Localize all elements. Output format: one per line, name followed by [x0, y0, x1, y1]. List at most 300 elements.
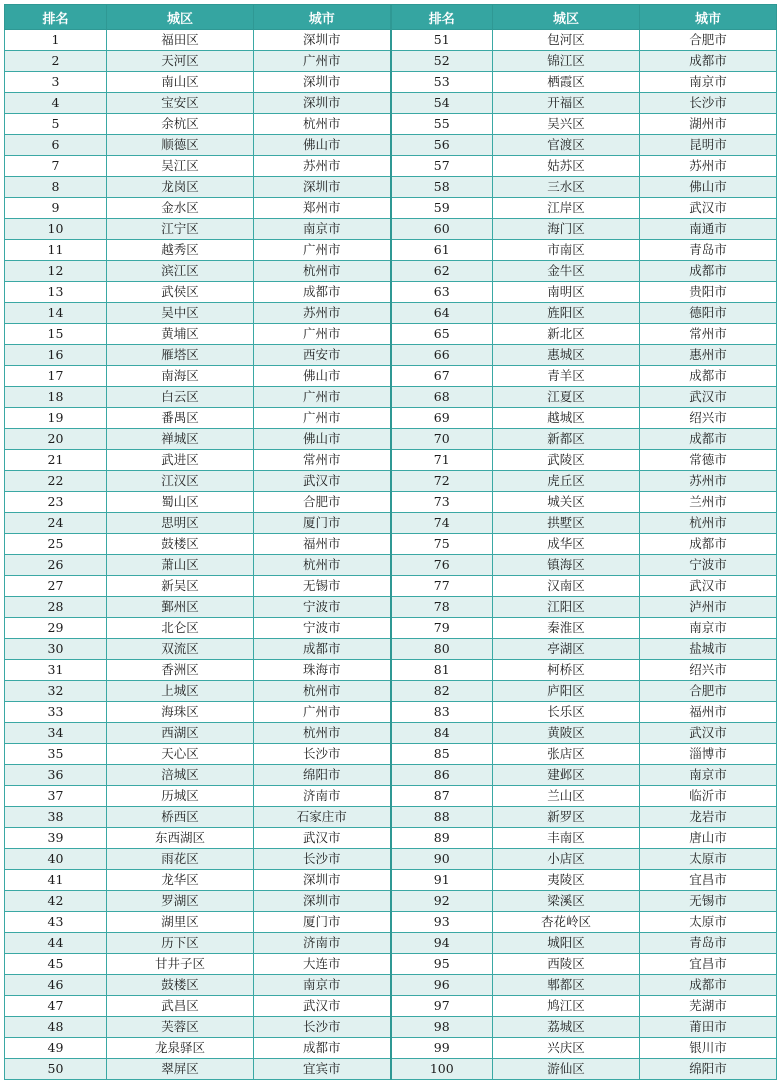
cell-rank-right: 54	[391, 93, 493, 114]
cell-rank-left: 19	[5, 408, 107, 429]
table-row	[5, 513, 777, 534]
cell-city-right: 昆明市	[640, 135, 777, 156]
cell-district-right: 新都区	[493, 429, 640, 450]
table-row	[5, 639, 777, 660]
cell-district-right: 鸠江区	[493, 996, 640, 1017]
cell-city-right: 苏州市	[640, 471, 777, 492]
cell-city-right: 武汉市	[640, 576, 777, 597]
cell-city-right: 泸州市	[640, 597, 777, 618]
cell-district-left: 天河区	[107, 51, 254, 72]
cell-rank-right: 75	[391, 534, 493, 555]
cell-city-left: 郑州市	[254, 198, 391, 219]
cell-district-right: 金牛区	[493, 261, 640, 282]
cell-city-right: 绍兴市	[640, 408, 777, 429]
cell-rank-right: 95	[391, 954, 493, 975]
cell-city-left: 南京市	[254, 219, 391, 240]
cell-district-right: 惠城区	[493, 345, 640, 366]
table-row	[5, 954, 777, 975]
table-row	[5, 870, 777, 891]
cell-city-right: 兰州市	[640, 492, 777, 513]
cell-rank-left: 35	[5, 744, 107, 765]
cell-rank-right: 92	[391, 891, 493, 912]
cell-district-right: 亭湖区	[493, 639, 640, 660]
cell-rank-left: 28	[5, 597, 107, 618]
cell-city-left: 苏州市	[254, 156, 391, 177]
cell-city-right: 武汉市	[640, 723, 777, 744]
cell-city-left: 广州市	[254, 408, 391, 429]
cell-city-left: 珠海市	[254, 660, 391, 681]
cell-city-left: 济南市	[254, 933, 391, 954]
cell-rank-left: 34	[5, 723, 107, 744]
cell-rank-left: 5	[5, 114, 107, 135]
table-row	[5, 135, 777, 156]
cell-rank-left: 32	[5, 681, 107, 702]
cell-district-left: 北仑区	[107, 618, 254, 639]
cell-city-right: 龙岩市	[640, 807, 777, 828]
cell-rank-left: 47	[5, 996, 107, 1017]
cell-district-right: 荔城区	[493, 1017, 640, 1038]
cell-district-right: 栖霞区	[493, 72, 640, 93]
cell-district-left: 芙蓉区	[107, 1017, 254, 1038]
cell-city-right: 成都市	[640, 534, 777, 555]
cell-city-right: 常德市	[640, 450, 777, 471]
cell-rank-right: 91	[391, 870, 493, 891]
cell-rank-left: 1	[5, 30, 107, 51]
cell-district-left: 鼓楼区	[107, 975, 254, 996]
cell-rank-left: 26	[5, 555, 107, 576]
cell-district-right: 夷陵区	[493, 870, 640, 891]
cell-city-right: 长沙市	[640, 93, 777, 114]
cell-rank-left: 8	[5, 177, 107, 198]
cell-district-right: 长乐区	[493, 702, 640, 723]
cell-city-left: 杭州市	[254, 723, 391, 744]
table-row	[5, 429, 777, 450]
table-row	[5, 975, 777, 996]
table-row	[5, 744, 777, 765]
cell-rank-left: 2	[5, 51, 107, 72]
cell-rank-left: 31	[5, 660, 107, 681]
cell-district-right: 兰山区	[493, 786, 640, 807]
cell-rank-left: 4	[5, 93, 107, 114]
table-row	[5, 324, 777, 345]
cell-city-left: 深圳市	[254, 72, 391, 93]
cell-district-left: 黄埔区	[107, 324, 254, 345]
cell-rank-left: 43	[5, 912, 107, 933]
table-row	[5, 534, 777, 555]
cell-city-right: 太原市	[640, 849, 777, 870]
cell-rank-left: 48	[5, 1017, 107, 1038]
table-row	[5, 345, 777, 366]
cell-rank-right: 71	[391, 450, 493, 471]
cell-rank-left: 10	[5, 219, 107, 240]
cell-rank-left: 29	[5, 618, 107, 639]
cell-district-left: 白云区	[107, 387, 254, 408]
cell-district-right: 锦江区	[493, 51, 640, 72]
cell-district-right: 武陵区	[493, 450, 640, 471]
cell-district-left: 禅城区	[107, 429, 254, 450]
table-row	[5, 1059, 777, 1080]
cell-district-left: 福田区	[107, 30, 254, 51]
cell-rank-left: 42	[5, 891, 107, 912]
cell-city-left: 绵阳市	[254, 765, 391, 786]
cell-rank-right: 89	[391, 828, 493, 849]
cell-district-right: 开福区	[493, 93, 640, 114]
cell-district-left: 桥西区	[107, 807, 254, 828]
cell-district-left: 新吴区	[107, 576, 254, 597]
cell-district-right: 梁溪区	[493, 891, 640, 912]
cell-district-right: 拱墅区	[493, 513, 640, 534]
cell-district-left: 罗湖区	[107, 891, 254, 912]
cell-city-left: 合肥市	[254, 492, 391, 513]
cell-city-right: 宜昌市	[640, 954, 777, 975]
cell-district-right: 镇海区	[493, 555, 640, 576]
cell-district-left: 江宁区	[107, 219, 254, 240]
cell-rank-right: 57	[391, 156, 493, 177]
cell-city-right: 盐城市	[640, 639, 777, 660]
table-row	[5, 492, 777, 513]
cell-city-left: 广州市	[254, 387, 391, 408]
cell-rank-right: 78	[391, 597, 493, 618]
cell-rank-left: 17	[5, 366, 107, 387]
table-row	[5, 849, 777, 870]
table-row	[5, 597, 777, 618]
cell-district-left: 龙泉驿区	[107, 1038, 254, 1059]
cell-district-right: 官渡区	[493, 135, 640, 156]
cell-city-right: 贵阳市	[640, 282, 777, 303]
table-row	[5, 1017, 777, 1038]
cell-rank-right: 62	[391, 261, 493, 282]
cell-city-right: 芜湖市	[640, 996, 777, 1017]
cell-city-left: 深圳市	[254, 93, 391, 114]
cell-district-right: 西陵区	[493, 954, 640, 975]
table-row	[5, 576, 777, 597]
cell-city-right: 无锡市	[640, 891, 777, 912]
cell-rank-right: 52	[391, 51, 493, 72]
cell-district-right: 包河区	[493, 30, 640, 51]
cell-rank-left: 39	[5, 828, 107, 849]
cell-rank-left: 12	[5, 261, 107, 282]
cell-city-left: 宁波市	[254, 597, 391, 618]
cell-rank-right: 68	[391, 387, 493, 408]
cell-city-right: 苏州市	[640, 156, 777, 177]
cell-city-right: 成都市	[640, 51, 777, 72]
cell-city-right: 莆田市	[640, 1017, 777, 1038]
cell-district-right: 旌阳区	[493, 303, 640, 324]
cell-city-right: 惠州市	[640, 345, 777, 366]
cell-district-right: 吴兴区	[493, 114, 640, 135]
cell-city-right: 武汉市	[640, 387, 777, 408]
header-rank-right: 排名	[391, 5, 493, 30]
cell-city-left: 西安市	[254, 345, 391, 366]
cell-city-left: 福州市	[254, 534, 391, 555]
cell-district-right: 越城区	[493, 408, 640, 429]
cell-district-left: 金水区	[107, 198, 254, 219]
cell-district-right: 汉南区	[493, 576, 640, 597]
cell-district-left: 番禺区	[107, 408, 254, 429]
cell-rank-right: 60	[391, 219, 493, 240]
table-row	[5, 51, 777, 72]
cell-rank-right: 55	[391, 114, 493, 135]
cell-district-right: 三水区	[493, 177, 640, 198]
cell-city-left: 无锡市	[254, 576, 391, 597]
cell-rank-left: 49	[5, 1038, 107, 1059]
cell-district-left: 上城区	[107, 681, 254, 702]
cell-district-left: 武进区	[107, 450, 254, 471]
cell-rank-right: 93	[391, 912, 493, 933]
table-row	[5, 912, 777, 933]
cell-city-right: 成都市	[640, 366, 777, 387]
table-body	[5, 30, 777, 1080]
cell-city-left: 杭州市	[254, 681, 391, 702]
cell-district-left: 雨花区	[107, 849, 254, 870]
cell-district-left: 海珠区	[107, 702, 254, 723]
table-row	[5, 282, 777, 303]
cell-district-right: 庐阳区	[493, 681, 640, 702]
table-row	[5, 618, 777, 639]
cell-district-left: 萧山区	[107, 555, 254, 576]
cell-city-left: 成都市	[254, 282, 391, 303]
cell-rank-right: 65	[391, 324, 493, 345]
cell-city-right: 合肥市	[640, 30, 777, 51]
cell-rank-left: 25	[5, 534, 107, 555]
cell-district-right: 成华区	[493, 534, 640, 555]
cell-city-right: 成都市	[640, 261, 777, 282]
cell-rank-right: 88	[391, 807, 493, 828]
cell-rank-left: 18	[5, 387, 107, 408]
table-row	[5, 114, 777, 135]
cell-district-right: 丰南区	[493, 828, 640, 849]
table-row	[5, 828, 777, 849]
cell-rank-left: 37	[5, 786, 107, 807]
table-row	[5, 303, 777, 324]
cell-district-right: 虎丘区	[493, 471, 640, 492]
cell-rank-left: 46	[5, 975, 107, 996]
table-row	[5, 72, 777, 93]
cell-district-right: 市南区	[493, 240, 640, 261]
table-row	[5, 723, 777, 744]
cell-city-right: 南京市	[640, 72, 777, 93]
cell-rank-left: 50	[5, 1059, 107, 1080]
cell-rank-left: 22	[5, 471, 107, 492]
cell-district-left: 蜀山区	[107, 492, 254, 513]
table-row	[5, 471, 777, 492]
cell-rank-right: 59	[391, 198, 493, 219]
cell-rank-left: 27	[5, 576, 107, 597]
cell-district-left: 吴江区	[107, 156, 254, 177]
cell-rank-left: 15	[5, 324, 107, 345]
cell-district-right: 姑苏区	[493, 156, 640, 177]
cell-district-left: 吴中区	[107, 303, 254, 324]
cell-district-right: 秦淮区	[493, 618, 640, 639]
cell-rank-right: 96	[391, 975, 493, 996]
cell-rank-left: 16	[5, 345, 107, 366]
cell-rank-left: 38	[5, 807, 107, 828]
cell-city-right: 常州市	[640, 324, 777, 345]
cell-district-left: 鼓楼区	[107, 534, 254, 555]
cell-district-left: 武侯区	[107, 282, 254, 303]
cell-city-left: 杭州市	[254, 555, 391, 576]
cell-city-right: 青岛市	[640, 933, 777, 954]
table-row	[5, 450, 777, 471]
table-header-row	[5, 5, 777, 30]
cell-district-right: 黄陂区	[493, 723, 640, 744]
cell-rank-right: 51	[391, 30, 493, 51]
header-city-left: 城市	[254, 5, 391, 30]
cell-city-right: 南通市	[640, 219, 777, 240]
cell-city-left: 广州市	[254, 240, 391, 261]
header-district-right: 城区	[493, 5, 640, 30]
cell-city-right: 武汉市	[640, 198, 777, 219]
cell-rank-right: 80	[391, 639, 493, 660]
table-row	[5, 765, 777, 786]
cell-rank-right: 64	[391, 303, 493, 324]
cell-city-left: 佛山市	[254, 135, 391, 156]
cell-district-left: 天心区	[107, 744, 254, 765]
cell-city-right: 银川市	[640, 1038, 777, 1059]
cell-rank-left: 7	[5, 156, 107, 177]
table-row	[5, 387, 777, 408]
cell-city-left: 杭州市	[254, 261, 391, 282]
table-row	[5, 660, 777, 681]
cell-rank-right: 73	[391, 492, 493, 513]
cell-city-left: 武汉市	[254, 996, 391, 1017]
cell-district-left: 南海区	[107, 366, 254, 387]
cell-city-left: 大连市	[254, 954, 391, 975]
cell-district-right: 杏花岭区	[493, 912, 640, 933]
cell-city-right: 宜昌市	[640, 870, 777, 891]
cell-rank-left: 41	[5, 870, 107, 891]
cell-rank-right: 90	[391, 849, 493, 870]
cell-rank-right: 97	[391, 996, 493, 1017]
cell-city-right: 绵阳市	[640, 1059, 777, 1080]
ranking-table-container	[4, 4, 777, 1080]
cell-rank-right: 63	[391, 282, 493, 303]
table-row	[5, 198, 777, 219]
cell-city-right: 青岛市	[640, 240, 777, 261]
cell-city-left: 常州市	[254, 450, 391, 471]
cell-rank-right: 85	[391, 744, 493, 765]
cell-city-left: 苏州市	[254, 303, 391, 324]
cell-city-left: 杭州市	[254, 114, 391, 135]
cell-district-left: 双流区	[107, 639, 254, 660]
cell-rank-right: 84	[391, 723, 493, 744]
cell-city-left: 广州市	[254, 51, 391, 72]
cell-district-left: 历下区	[107, 933, 254, 954]
table-row	[5, 786, 777, 807]
cell-district-right: 海门区	[493, 219, 640, 240]
cell-district-left: 武昌区	[107, 996, 254, 1017]
cell-rank-left: 40	[5, 849, 107, 870]
cell-district-right: 张店区	[493, 744, 640, 765]
cell-rank-right: 67	[391, 366, 493, 387]
cell-city-right: 合肥市	[640, 681, 777, 702]
cell-district-left: 历城区	[107, 786, 254, 807]
cell-rank-right: 79	[391, 618, 493, 639]
cell-rank-left: 20	[5, 429, 107, 450]
cell-district-right: 城阳区	[493, 933, 640, 954]
cell-city-right: 临沂市	[640, 786, 777, 807]
cell-city-right: 太原市	[640, 912, 777, 933]
cell-city-left: 深圳市	[254, 891, 391, 912]
cell-district-left: 龙华区	[107, 870, 254, 891]
cell-district-left: 余杭区	[107, 114, 254, 135]
cell-rank-left: 45	[5, 954, 107, 975]
cell-rank-left: 23	[5, 492, 107, 513]
table-row	[5, 93, 777, 114]
cell-city-right: 淄博市	[640, 744, 777, 765]
cell-district-right: 江夏区	[493, 387, 640, 408]
cell-rank-left: 36	[5, 765, 107, 786]
cell-district-right: 小店区	[493, 849, 640, 870]
table-row	[5, 933, 777, 954]
cell-city-left: 深圳市	[254, 870, 391, 891]
table-row	[5, 156, 777, 177]
cell-rank-left: 33	[5, 702, 107, 723]
cell-district-right: 新北区	[493, 324, 640, 345]
cell-rank-right: 74	[391, 513, 493, 534]
cell-district-left: 鄞州区	[107, 597, 254, 618]
cell-district-right: 游仙区	[493, 1059, 640, 1080]
cell-rank-left: 3	[5, 72, 107, 93]
cell-rank-right: 61	[391, 240, 493, 261]
cell-rank-left: 11	[5, 240, 107, 261]
cell-rank-right: 69	[391, 408, 493, 429]
cell-district-right: 郫都区	[493, 975, 640, 996]
cell-rank-right: 100	[391, 1059, 493, 1080]
cell-city-left: 佛山市	[254, 429, 391, 450]
header-district-left: 城区	[107, 5, 254, 30]
cell-district-left: 甘井子区	[107, 954, 254, 975]
cell-rank-right: 81	[391, 660, 493, 681]
cell-rank-right: 53	[391, 72, 493, 93]
cell-city-right: 福州市	[640, 702, 777, 723]
cell-district-right: 新罗区	[493, 807, 640, 828]
cell-district-left: 西湖区	[107, 723, 254, 744]
cell-city-right: 佛山市	[640, 177, 777, 198]
cell-rank-right: 94	[391, 933, 493, 954]
cell-city-left: 深圳市	[254, 177, 391, 198]
cell-city-left: 长沙市	[254, 1017, 391, 1038]
cell-city-right: 成都市	[640, 429, 777, 450]
cell-rank-left: 24	[5, 513, 107, 534]
cell-rank-right: 72	[391, 471, 493, 492]
cell-rank-right: 82	[391, 681, 493, 702]
cell-district-left: 宝安区	[107, 93, 254, 114]
cell-city-left: 武汉市	[254, 471, 391, 492]
cell-city-left: 成都市	[254, 639, 391, 660]
cell-rank-left: 14	[5, 303, 107, 324]
cell-rank-left: 21	[5, 450, 107, 471]
cell-district-right: 柯桥区	[493, 660, 640, 681]
cell-rank-right: 83	[391, 702, 493, 723]
table-row	[5, 408, 777, 429]
cell-city-left: 南京市	[254, 975, 391, 996]
table-row	[5, 240, 777, 261]
cell-city-left: 佛山市	[254, 366, 391, 387]
cell-city-left: 深圳市	[254, 30, 391, 51]
cell-city-left: 宜宾市	[254, 1059, 391, 1080]
cell-rank-right: 66	[391, 345, 493, 366]
cell-city-left: 长沙市	[254, 849, 391, 870]
cell-district-left: 湖里区	[107, 912, 254, 933]
cell-city-left: 成都市	[254, 1038, 391, 1059]
cell-rank-right: 87	[391, 786, 493, 807]
cell-city-right: 德阳市	[640, 303, 777, 324]
cell-district-left: 东西湖区	[107, 828, 254, 849]
cell-district-right: 江岸区	[493, 198, 640, 219]
cell-district-right: 江阳区	[493, 597, 640, 618]
cell-rank-left: 13	[5, 282, 107, 303]
